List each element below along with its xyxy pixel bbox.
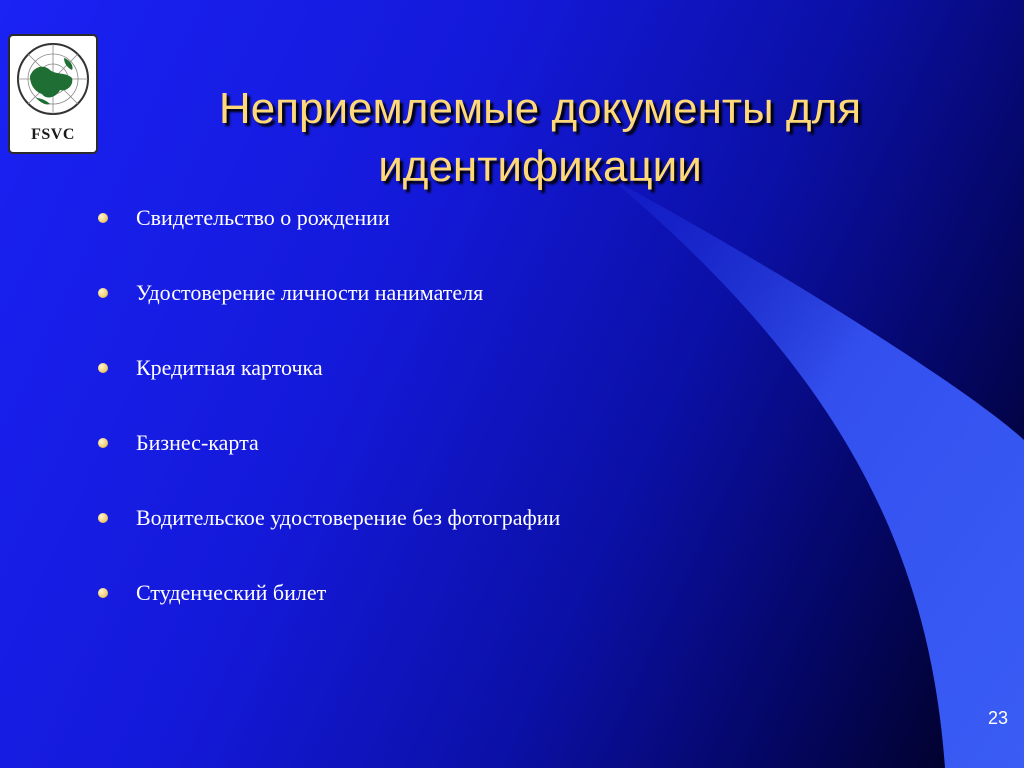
bullet-dot-icon — [98, 588, 108, 598]
slide-number: 23 — [987, 708, 1008, 728]
list-item — [96, 198, 560, 273]
list-item-text: Водительское удостоверение без фотографии — [136, 505, 561, 530]
bullet-dot-icon — [98, 288, 108, 298]
list-item — [96, 348, 560, 423]
bullet-dot-icon — [98, 513, 108, 523]
list-item-text: Удостоверение личности нанимателя — [136, 280, 484, 305]
globe-icon — [16, 42, 90, 116]
fsvc-logo — [8, 34, 98, 154]
list-item-text: Кредитная карточка — [136, 355, 323, 380]
list-item — [96, 498, 560, 573]
list-item — [96, 273, 560, 348]
bullet-dot-icon — [98, 438, 108, 448]
list-item-text: Бизнес-карта — [136, 430, 259, 455]
bullet-list — [96, 198, 560, 648]
bullet-dot-icon — [98, 213, 108, 223]
list-item — [96, 423, 560, 498]
list-item — [96, 573, 560, 648]
title-line-2: идентификации — [378, 142, 702, 191]
title-line-1: Неприемлемые документы для — [218, 84, 862, 133]
list-item-text: Свидетельство о рождении — [136, 205, 390, 230]
logo-text: FSVC — [31, 126, 75, 143]
bullet-dot-icon — [98, 363, 108, 373]
slide-title — [120, 80, 960, 196]
list-item-text: Студенческий билет — [136, 580, 327, 605]
